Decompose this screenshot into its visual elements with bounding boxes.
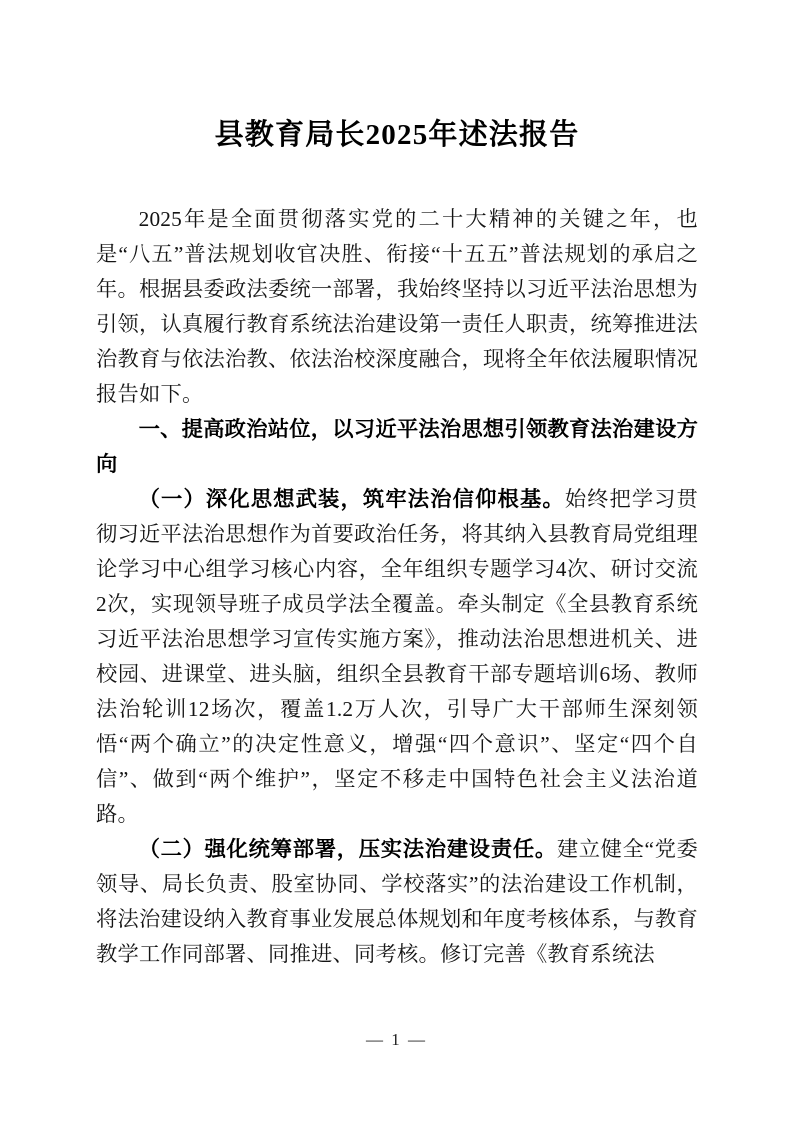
section-heading-1: 一、提高政治站位，以习近平法治思想引领教育法治建设方向 — [96, 417, 698, 476]
title-spacer — [96, 158, 698, 202]
intro-paragraph: 2025年是全面贯彻落实党的二十大精神的关键之年，也是“八五”普法规划收官决胜、衔接“十五五”普法规划的承启之年。根据县委政法委统一部署，我始终坚持以习近平法治思想为引领，认真履行教育系统法治建设第一责任人职责，统筹推进法治教育与依法治教、依法治校深度融合，现将全年依法履职情况报告如下。 — [96, 207, 698, 406]
page-number: — 1 — — [366, 1030, 427, 1049]
page-content — [96, 96, 698, 972]
subsection-1-2-paragraph — [96, 832, 698, 972]
subsection-1-1-paragraph — [96, 482, 698, 832]
subsection-body-1-1: 始终把学习贯彻习近平法治思想作为首要政治任务，将其纳入县教育局党组理论学习中心组学习核心内容，全年组织专题学习4次、研讨交流2次，实现领导班子成员学法全覆盖。牵头制定《全县教育系统习近平法治思想学习宣传实施方案》，推动法治思想进机关、进校园、进课堂、进头脑，组织全县教育干部专题培训6场、教师法治轮训12场次，覆盖1.2万人次，引导广大干部师生深刻领悟“两个确立”的决定性意义，增强“四个意识”、坚定“四个自信”、做到“两个维护”，坚定不移走中国特色社会主义法治道路。 — [96, 487, 699, 826]
subsection-body-1-2: 建立健全“党委领导、局长负责、股室协同、学校落实”的法治建设工作机制，将法治建设纳入教育事业发展总体规划和年度考核体系，与教育教学工作同部署、同推进、同考核。修订完善《教育系统法 — [96, 837, 698, 966]
page-title: 县教育局长2025年述法报告 — [214, 119, 580, 151]
subsection-heading-1-1: （一）深化思想武装，筑牢法治信仰根基。 — [138, 487, 565, 511]
subsection-heading-1-2: （二）强化统筹部署，压实法治建设责任。 — [138, 837, 557, 861]
